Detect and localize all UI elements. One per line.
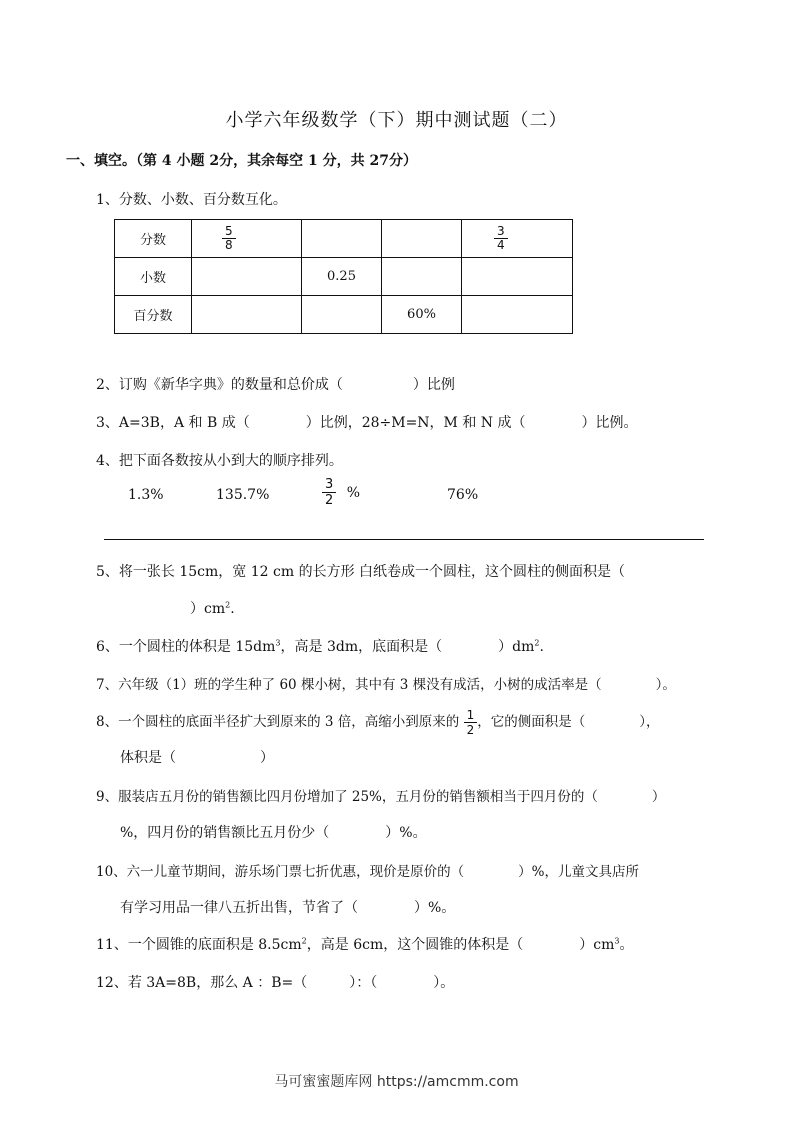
superscript: 2 [225, 600, 231, 610]
q11-text-2: ，高是 6cm，这个圆锥的体积是（ ）cm [306, 937, 615, 953]
q11-end: 。 [619, 937, 634, 953]
fraction-denominator: 4 [497, 238, 505, 252]
question-5: 5、将一张长 15cm，宽 12 cm 的长方形 白纸卷成一个圆柱，这个圆柱的侧面积是（ [96, 564, 626, 580]
table-cell: 0.25 [302, 258, 382, 296]
footer-watermark: 马可蜜蜜题库网 https://amcmm.com [274, 1074, 519, 1090]
q6-end: . [539, 639, 544, 655]
question-8 [96, 708, 659, 737]
q8-text: 8、一个圆柱的底面半径扩大到原来的 3 倍，高缩小到原来的 [96, 714, 460, 730]
question-10: 10、六一儿童节期间，游乐场门票七折优惠，现价是原价的（ ）%，儿童文具店所 [96, 864, 640, 880]
table-cell [192, 220, 302, 258]
superscript: 2 [534, 638, 540, 648]
number-item: 1.3% [128, 487, 164, 503]
q11-text: 11、一个圆锥的底面积是 8.5cm [96, 937, 302, 953]
q6-text-2: ，高是 3dm，底面积是（ ）dm [280, 639, 535, 655]
table-cell [382, 258, 462, 296]
question-1: 1、分数、小数、百分数互化。 [96, 192, 287, 208]
fraction-denominator: 2 [325, 493, 334, 508]
question-4: 4、把下面各数按从小到大的顺序排列。 [96, 453, 343, 469]
question-11 [96, 934, 633, 954]
row-label: 百分数 [115, 296, 192, 334]
conversion-table [114, 219, 573, 334]
fraction-denominator: 2 [466, 723, 475, 737]
percent-sign: % [346, 484, 361, 501]
question-7: 7、六年级（1）班的学生种了 60 棵小树，其中有 3 棵没有成活，小树的成活率是（ ）。 [96, 677, 676, 693]
table-cell: 60% [382, 296, 462, 334]
number-item: 135.7% [216, 487, 270, 503]
table-row [115, 258, 573, 296]
fraction-numerator: 3 [494, 225, 508, 239]
number-item: 76% [447, 487, 479, 503]
fraction-numerator: 5 [222, 225, 236, 239]
fraction [322, 477, 336, 508]
question-6 [96, 636, 544, 656]
fraction [494, 225, 508, 252]
fraction-numerator: 1 [464, 708, 478, 723]
question-9: 9、服装店五月份的销售额比四月份增加了 25%，五月份的销售额相当于四月份的（ ） [96, 789, 666, 805]
superscript: 3 [275, 638, 281, 648]
superscript: 3 [614, 936, 620, 946]
table-cell [192, 296, 302, 334]
row-label: 分数 [115, 220, 192, 258]
fraction [464, 708, 478, 737]
table-row [115, 296, 573, 334]
fraction-numerator: 3 [322, 477, 336, 493]
fraction-denominator: 8 [225, 238, 233, 252]
table-cell [462, 296, 573, 334]
table-cell [462, 258, 573, 296]
question-9-cont: %，四月份的销售额比五月份少（ ）%。 [120, 825, 427, 841]
question-2: 2、订购《新华字典》的数量和总价成（ ）比例 [96, 377, 455, 393]
table-cell [302, 220, 382, 258]
number-item-fraction [322, 477, 360, 508]
q8-text-2: ，它的侧面积是（ ）， [477, 714, 660, 730]
section-heading: 一、填空。（第 4 小题 2分，其余每空 1 分，共 27分） [66, 153, 417, 169]
answer-line [104, 539, 704, 540]
question-8-cont: 体积是（ ） [120, 750, 274, 766]
table-cell [192, 258, 302, 296]
question-3: 3、A=3B，A 和 B 成（ ）比例，28÷M=N，M 和 N 成（ ）比例。 [96, 415, 638, 431]
table-cell [382, 220, 462, 258]
superscript: 2 [301, 936, 307, 946]
q5-end: . [230, 601, 235, 617]
q5-text: ）cm [120, 601, 226, 617]
table-cell [462, 220, 573, 258]
table-cell [302, 296, 382, 334]
q6-text: 6、一个圆柱的体积是 15dm [96, 639, 276, 655]
question-12: 12、若 3A=8B，那么 A ：B=（ ）：（ ）。 [96, 975, 455, 991]
table-row [115, 220, 573, 258]
row-label: 小数 [115, 258, 192, 296]
fraction [222, 225, 236, 252]
question-10-cont: 有学习用品一律八五折出售，节省了（ ）%。 [120, 900, 456, 916]
question-5-cont [120, 598, 235, 618]
page-title: 小学六年级数学（下）期中测试题（二） [225, 110, 568, 131]
